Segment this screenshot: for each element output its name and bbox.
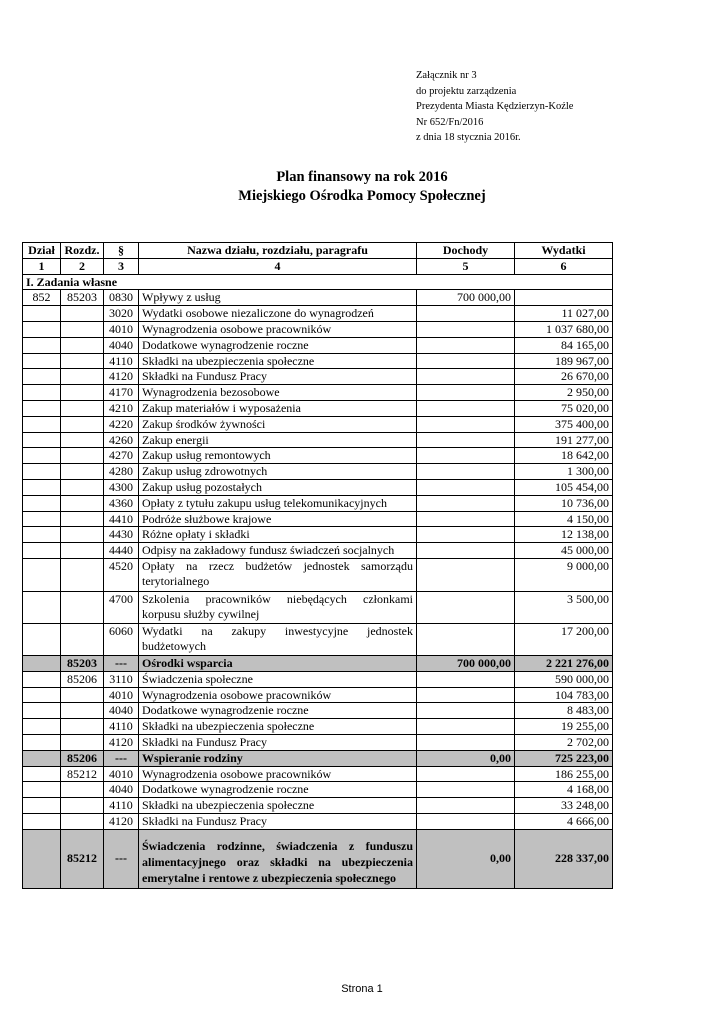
dzial-cell [23,400,61,416]
dzial-cell [23,687,61,703]
dochody-cell [417,511,515,527]
wydatki-cell: 2 950,00 [515,385,613,401]
dzial-cell [23,813,61,829]
rozdzial-cell [61,400,104,416]
table-row [23,543,613,559]
column-number: 3 [104,258,139,274]
column-header: Rozdz. [61,243,104,259]
paragraf-cell: --- [104,655,139,671]
table-row [23,813,613,829]
summary-row [23,750,613,766]
dochody-cell [417,782,515,798]
paragraf-cell: 0830 [104,290,139,306]
dochody-cell [417,671,515,687]
dochody-cell [417,464,515,480]
dzial-cell [23,798,61,814]
table-row [23,306,613,322]
paragraf-cell: 4220 [104,416,139,432]
name-cell: Zakup usług remontowych [139,448,417,464]
name-cell: Składki na ubezpieczenia społeczne [139,719,417,735]
summary-row [23,655,613,671]
name-cell: Zakup usług pozostałych [139,479,417,495]
table-row [23,479,613,495]
table-row [23,495,613,511]
paragraf-cell: 4110 [104,798,139,814]
paragraf-cell: 4040 [104,337,139,353]
dzial-cell [23,385,61,401]
paragraf-cell: 4010 [104,766,139,782]
column-number: 1 [23,258,61,274]
table-row [23,671,613,687]
paragraf-cell: 4170 [104,385,139,401]
paragraf-cell: 6060 [104,623,139,655]
dochody-cell [417,385,515,401]
dzial-cell [23,558,61,591]
dochody-cell [417,798,515,814]
table-row [23,353,613,369]
rozdzial-cell [61,432,104,448]
dochody-cell [417,448,515,464]
dochody-cell [417,719,515,735]
name-cell: Opłaty z tytułu zakupu usług telekomunikacyjnych [139,495,417,511]
financial-plan-table [22,242,613,889]
paragraf-cell: 3110 [104,671,139,687]
wydatki-cell: 3 500,00 [515,591,613,623]
column-number: 4 [139,258,417,274]
rozdzial-cell [61,782,104,798]
wydatki-cell: 9 000,00 [515,558,613,591]
paragraf-cell: 4270 [104,448,139,464]
wydatki-cell: 17 200,00 [515,623,613,655]
rozdzial-cell [61,687,104,703]
name-cell: Wynagrodzenia bezosobowe [139,385,417,401]
wydatki-cell: 2 702,00 [515,734,613,750]
paragraf-cell: --- [104,750,139,766]
dochody-cell [417,416,515,432]
name-cell: Składki na ubezpieczenia społeczne [139,353,417,369]
name-cell: Podróże służbowe krajowe [139,511,417,527]
dochody-cell [417,703,515,719]
table-row [23,766,613,782]
wydatki-cell: 186 255,00 [515,766,613,782]
paragraf-cell: 4430 [104,527,139,543]
rozdzial-cell: 85212 [61,766,104,782]
rozdzial-cell [61,479,104,495]
paragraf-cell: 4410 [104,511,139,527]
dzial-cell [23,432,61,448]
wydatki-cell: 228 337,00 [515,829,613,888]
name-cell: Szkolenia pracowników niebędących członkami korpusu służby cywilnej [139,591,417,623]
wydatki-cell: 4 150,00 [515,511,613,527]
dzial-cell [23,623,61,655]
table-row [23,337,613,353]
rozdzial-cell [61,813,104,829]
paragraf-cell: 3020 [104,306,139,322]
dochody-cell [417,369,515,385]
page-number: Strona 1 [341,983,383,995]
wydatki-cell: 11 027,00 [515,306,613,322]
name-cell: Wydatki na zakupy inwestycyjne jednostek budżetowych [139,623,417,655]
paragraf-cell: 4700 [104,591,139,623]
column-header: Wydatki [515,243,613,259]
dochody-cell [417,687,515,703]
annex-line: Prezydenta Miasta Kędzierzyn-Koźle [416,101,574,113]
table-row [23,369,613,385]
table-row [23,400,613,416]
rozdzial-cell [61,719,104,735]
table-row [23,703,613,719]
name-cell: Odpisy na zakładowy fundusz świadczeń socjalnych [139,543,417,559]
rozdzial-cell [61,511,104,527]
column-header: Nazwa działu, rozdziału, paragrafu [139,243,417,259]
dzial-cell: 852 [23,290,61,306]
table-row [23,290,613,306]
wydatki-cell: 4 168,00 [515,782,613,798]
dzial-cell [23,829,61,888]
wydatki-cell: 725 223,00 [515,750,613,766]
name-cell: Świadczenia społeczne [139,671,417,687]
dzial-cell [23,369,61,385]
name-cell: Wspieranie rodziny [139,750,417,766]
paragraf-cell: 4010 [104,321,139,337]
name-cell: Dodatkowe wynagrodzenie roczne [139,337,417,353]
paragraf-cell: 4300 [104,479,139,495]
rozdzial-cell [61,591,104,623]
dzial-cell [23,734,61,750]
paragraf-cell: --- [104,829,139,888]
paragraf-cell: 4120 [104,369,139,385]
name-cell: Składki na Fundusz Pracy [139,369,417,385]
dzial-cell [23,655,61,671]
wydatki-cell: 375 400,00 [515,416,613,432]
name-cell: Składki na Fundusz Pracy [139,813,417,829]
rozdzial-cell [61,558,104,591]
dzial-cell [23,448,61,464]
dzial-cell [23,511,61,527]
dochody-cell [417,432,515,448]
wydatki-cell: 189 967,00 [515,353,613,369]
wydatki-cell: 26 670,00 [515,369,613,385]
wydatki-cell: 8 483,00 [515,703,613,719]
table-row [23,687,613,703]
dzial-cell [23,671,61,687]
rozdzial-cell [61,369,104,385]
dzial-cell [23,416,61,432]
dzial-cell [23,527,61,543]
paragraf-cell: 4040 [104,782,139,798]
name-cell: Wynagrodzenia osobowe pracowników [139,687,417,703]
rozdzial-cell [61,734,104,750]
table-row [23,321,613,337]
paragraf-cell: 4280 [104,464,139,480]
rozdzial-cell [61,798,104,814]
dochody-cell [417,766,515,782]
table-row [23,432,613,448]
rozdzial-cell: 85206 [61,671,104,687]
table-row [23,448,613,464]
paragraf-cell: 4210 [104,400,139,416]
paragraf-cell: 4440 [104,543,139,559]
dzial-cell [23,543,61,559]
rozdzial-cell: 85203 [61,655,104,671]
paragraf-cell: 4260 [104,432,139,448]
dochody-cell [417,558,515,591]
name-cell: Zakup środków żywności [139,416,417,432]
column-number: 5 [417,258,515,274]
wydatki-cell: 1 037 680,00 [515,321,613,337]
paragraf-cell: 4110 [104,719,139,735]
table-row [23,591,613,623]
title-line-2: Miejskiego Ośrodka Pomocy Społecznej [238,188,486,204]
dzial-cell [23,479,61,495]
annex-line: Nr 652/Fn/2016 [416,116,484,128]
section-title: I. Zadania własne [23,274,613,290]
wydatki-cell [515,290,613,306]
column-header: Dział [23,243,61,259]
paragraf-cell: 4360 [104,495,139,511]
wydatki-cell: 10 736,00 [515,495,613,511]
dochody-cell [417,591,515,623]
column-header: Dochody [417,243,515,259]
rozdzial-cell [61,527,104,543]
name-cell: Zakup usług zdrowotnych [139,464,417,480]
rozdzial-cell: 85206 [61,750,104,766]
table-row [23,527,613,543]
name-cell: Opłaty na rzecz budżetów jednostek samorządu terytorialnego [139,558,417,591]
rozdzial-cell [61,385,104,401]
dzial-cell [23,495,61,511]
wydatki-cell: 75 020,00 [515,400,613,416]
dochody-cell [417,543,515,559]
name-cell: Wynagrodzenia osobowe pracowników [139,766,417,782]
section-row [23,274,613,290]
table-row [23,558,613,591]
rozdzial-cell [61,416,104,432]
rozdzial-cell [61,321,104,337]
table-row [23,719,613,735]
dochody-cell [417,337,515,353]
wydatki-cell: 191 277,00 [515,432,613,448]
wydatki-cell: 84 165,00 [515,337,613,353]
dochody-cell [417,734,515,750]
wydatki-cell: 4 666,00 [515,813,613,829]
rozdzial-cell [61,623,104,655]
paragraf-cell: 4010 [104,687,139,703]
dzial-cell [23,782,61,798]
rozdzial-cell [61,337,104,353]
name-cell: Wydatki osobowe niezaliczone do wynagrodzeń [139,306,417,322]
dochody-cell [417,479,515,495]
name-cell: Składki na Fundusz Pracy [139,734,417,750]
dzial-cell [23,750,61,766]
dochody-cell [417,400,515,416]
table-row [23,623,613,655]
wydatki-cell: 105 454,00 [515,479,613,495]
dochody-cell [417,353,515,369]
annex-line: z dnia 18 stycznia 2016r. [416,132,521,144]
table-body [23,243,613,889]
paragraf-cell: 4520 [104,558,139,591]
name-cell: Ośrodki wsparcia [139,655,417,671]
summary-row [23,829,613,888]
dochody-cell [417,623,515,655]
annex-note [416,68,573,146]
dzial-cell [23,464,61,480]
rozdzial-cell [61,306,104,322]
wydatki-cell: 19 255,00 [515,719,613,735]
rozdzial-cell [61,495,104,511]
dochody-cell [417,321,515,337]
dochody-cell: 700 000,00 [417,655,515,671]
table-row [23,782,613,798]
table-row [23,798,613,814]
name-cell: Dodatkowe wynagrodzenie roczne [139,782,417,798]
column-number: 2 [61,258,104,274]
wydatki-cell: 45 000,00 [515,543,613,559]
dzial-cell [23,306,61,322]
annex-line: do projektu zarządzenia [416,85,517,97]
dzial-cell [23,337,61,353]
dzial-cell [23,766,61,782]
wydatki-cell: 1 300,00 [515,464,613,480]
wydatki-cell: 12 138,00 [515,527,613,543]
annex-line: Załącznik nr 3 [416,70,477,81]
dochody-cell [417,495,515,511]
table-row [23,464,613,480]
name-cell: Składki na ubezpieczenia społeczne [139,798,417,814]
dzial-cell [23,353,61,369]
name-cell: Zakup energii [139,432,417,448]
page-title [0,168,724,206]
title-line-1: Plan finansowy na rok 2016 [276,169,448,185]
dochody-cell: 0,00 [417,750,515,766]
rozdzial-cell: 85212 [61,829,104,888]
rozdzial-cell: 85203 [61,290,104,306]
column-header: § [104,243,139,259]
dochody-cell: 0,00 [417,829,515,888]
name-cell: Dodatkowe wynagrodzenie roczne [139,703,417,719]
name-cell: Zakup materiałów i wyposażenia [139,400,417,416]
dzial-cell [23,321,61,337]
table-row [23,511,613,527]
table-header-row [23,243,613,259]
dochody-cell: 700 000,00 [417,290,515,306]
table-row [23,734,613,750]
table-row [23,385,613,401]
dzial-cell [23,703,61,719]
rozdzial-cell [61,464,104,480]
dochody-cell [417,527,515,543]
paragraf-cell: 4040 [104,703,139,719]
name-cell: Wpływy z usług [139,290,417,306]
column-number-row [23,258,613,274]
rozdzial-cell [61,353,104,369]
paragraf-cell: 4120 [104,813,139,829]
column-number: 6 [515,258,613,274]
table-row [23,416,613,432]
dzial-cell [23,719,61,735]
wydatki-cell: 18 642,00 [515,448,613,464]
rozdzial-cell [61,703,104,719]
paragraf-cell: 4110 [104,353,139,369]
name-cell: Świadczenia rodzinne, świadczenia z funduszu alimentacyjnego oraz składki na ubezpieczenia emerytalne i rentowe z ubezpieczenia społecznego [139,829,417,888]
wydatki-cell: 33 248,00 [515,798,613,814]
name-cell: Wynagrodzenia osobowe pracowników [139,321,417,337]
rozdzial-cell [61,448,104,464]
wydatki-cell: 2 221 276,00 [515,655,613,671]
rozdzial-cell [61,543,104,559]
dochody-cell [417,306,515,322]
wydatki-cell: 104 783,00 [515,687,613,703]
dochody-cell [417,813,515,829]
name-cell: Różne opłaty i składki [139,527,417,543]
paragraf-cell: 4120 [104,734,139,750]
dzial-cell [23,591,61,623]
wydatki-cell: 590 000,00 [515,671,613,687]
